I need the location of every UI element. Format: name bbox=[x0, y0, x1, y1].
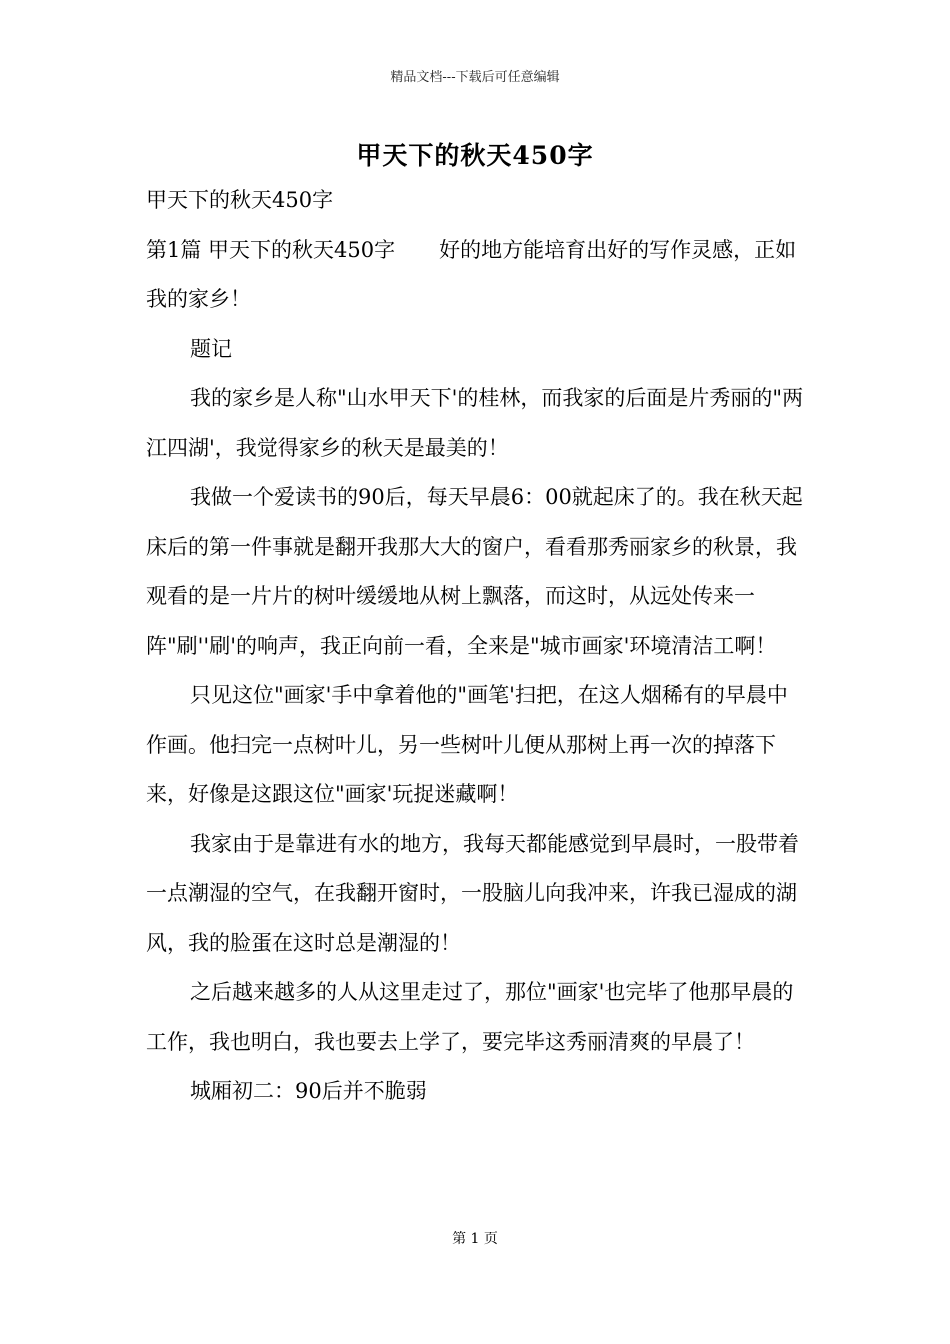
paragraph-ending: 之后越来越多的人从这里走过了，那位"画家'也完毕了他那早晨的工作，我也明白，我也要去上学了，要完毕这秀丽清爽的早晨了！ bbox=[146, 980, 794, 1054]
paragraph-painter: 只见这位"画家'手中拿着他的"画笔'扫把，在这人烟稀有的早晨中作画。他扫完一点树叶儿，另一些树叶儿便从那树上再一次的掉落下来，好像是这跟这位"画家'玩捉迷藏啊！ bbox=[146, 683, 788, 806]
page-number: 第 1 页 bbox=[452, 1231, 498, 1247]
paragraph-next-title: 城厢初二：90后并不脆弱 bbox=[190, 1079, 427, 1103]
epigraph-label: 题记 bbox=[190, 336, 232, 361]
subtitle-paragraph: 甲天下的秋天450字 bbox=[146, 188, 334, 212]
chapter-paragraph bbox=[146, 226, 806, 325]
paragraph-morning: 我做一个爱读书的90后，每天早晨6：00就起床了的。我在秋天起床后的第一件事就是翻开我那大大的窗户，看看那秀丽家乡的秋景，我观看的是一片片的树叶缓缓地从树上飘落，而这时，从远处传来一阵"刷''刷'的响声，我正向前一看，全来是"城市画家'环境清洁工啊！ bbox=[146, 485, 803, 658]
chapter-label: 第1篇 甲天下的秋天450字 bbox=[146, 237, 396, 262]
document-title: 甲天下的秋天450字 bbox=[356, 141, 594, 170]
chapter-text: 好的地方能培育出好的写作灵感，正如我的家乡！ bbox=[146, 237, 797, 311]
paragraph-hometown: 我的家乡是人称"山水甲天下'的桂林，而我家的后面是片秀丽的"两江四湖'，我觉得家乡的秋天是最美的！ bbox=[146, 386, 804, 460]
document-body bbox=[146, 176, 806, 1117]
page-header: 精品文档---下载后可任意编辑 bbox=[390, 70, 560, 85]
paragraph-breeze: 我家由于是靠进有水的地方，我每天都能感觉到早晨时，一股带着一点潮湿的空气，在我翻开窗时，一股脑儿向我冲来，许我已湿成的湖风，我的脸蛋在这时总是潮湿的！ bbox=[146, 831, 799, 955]
